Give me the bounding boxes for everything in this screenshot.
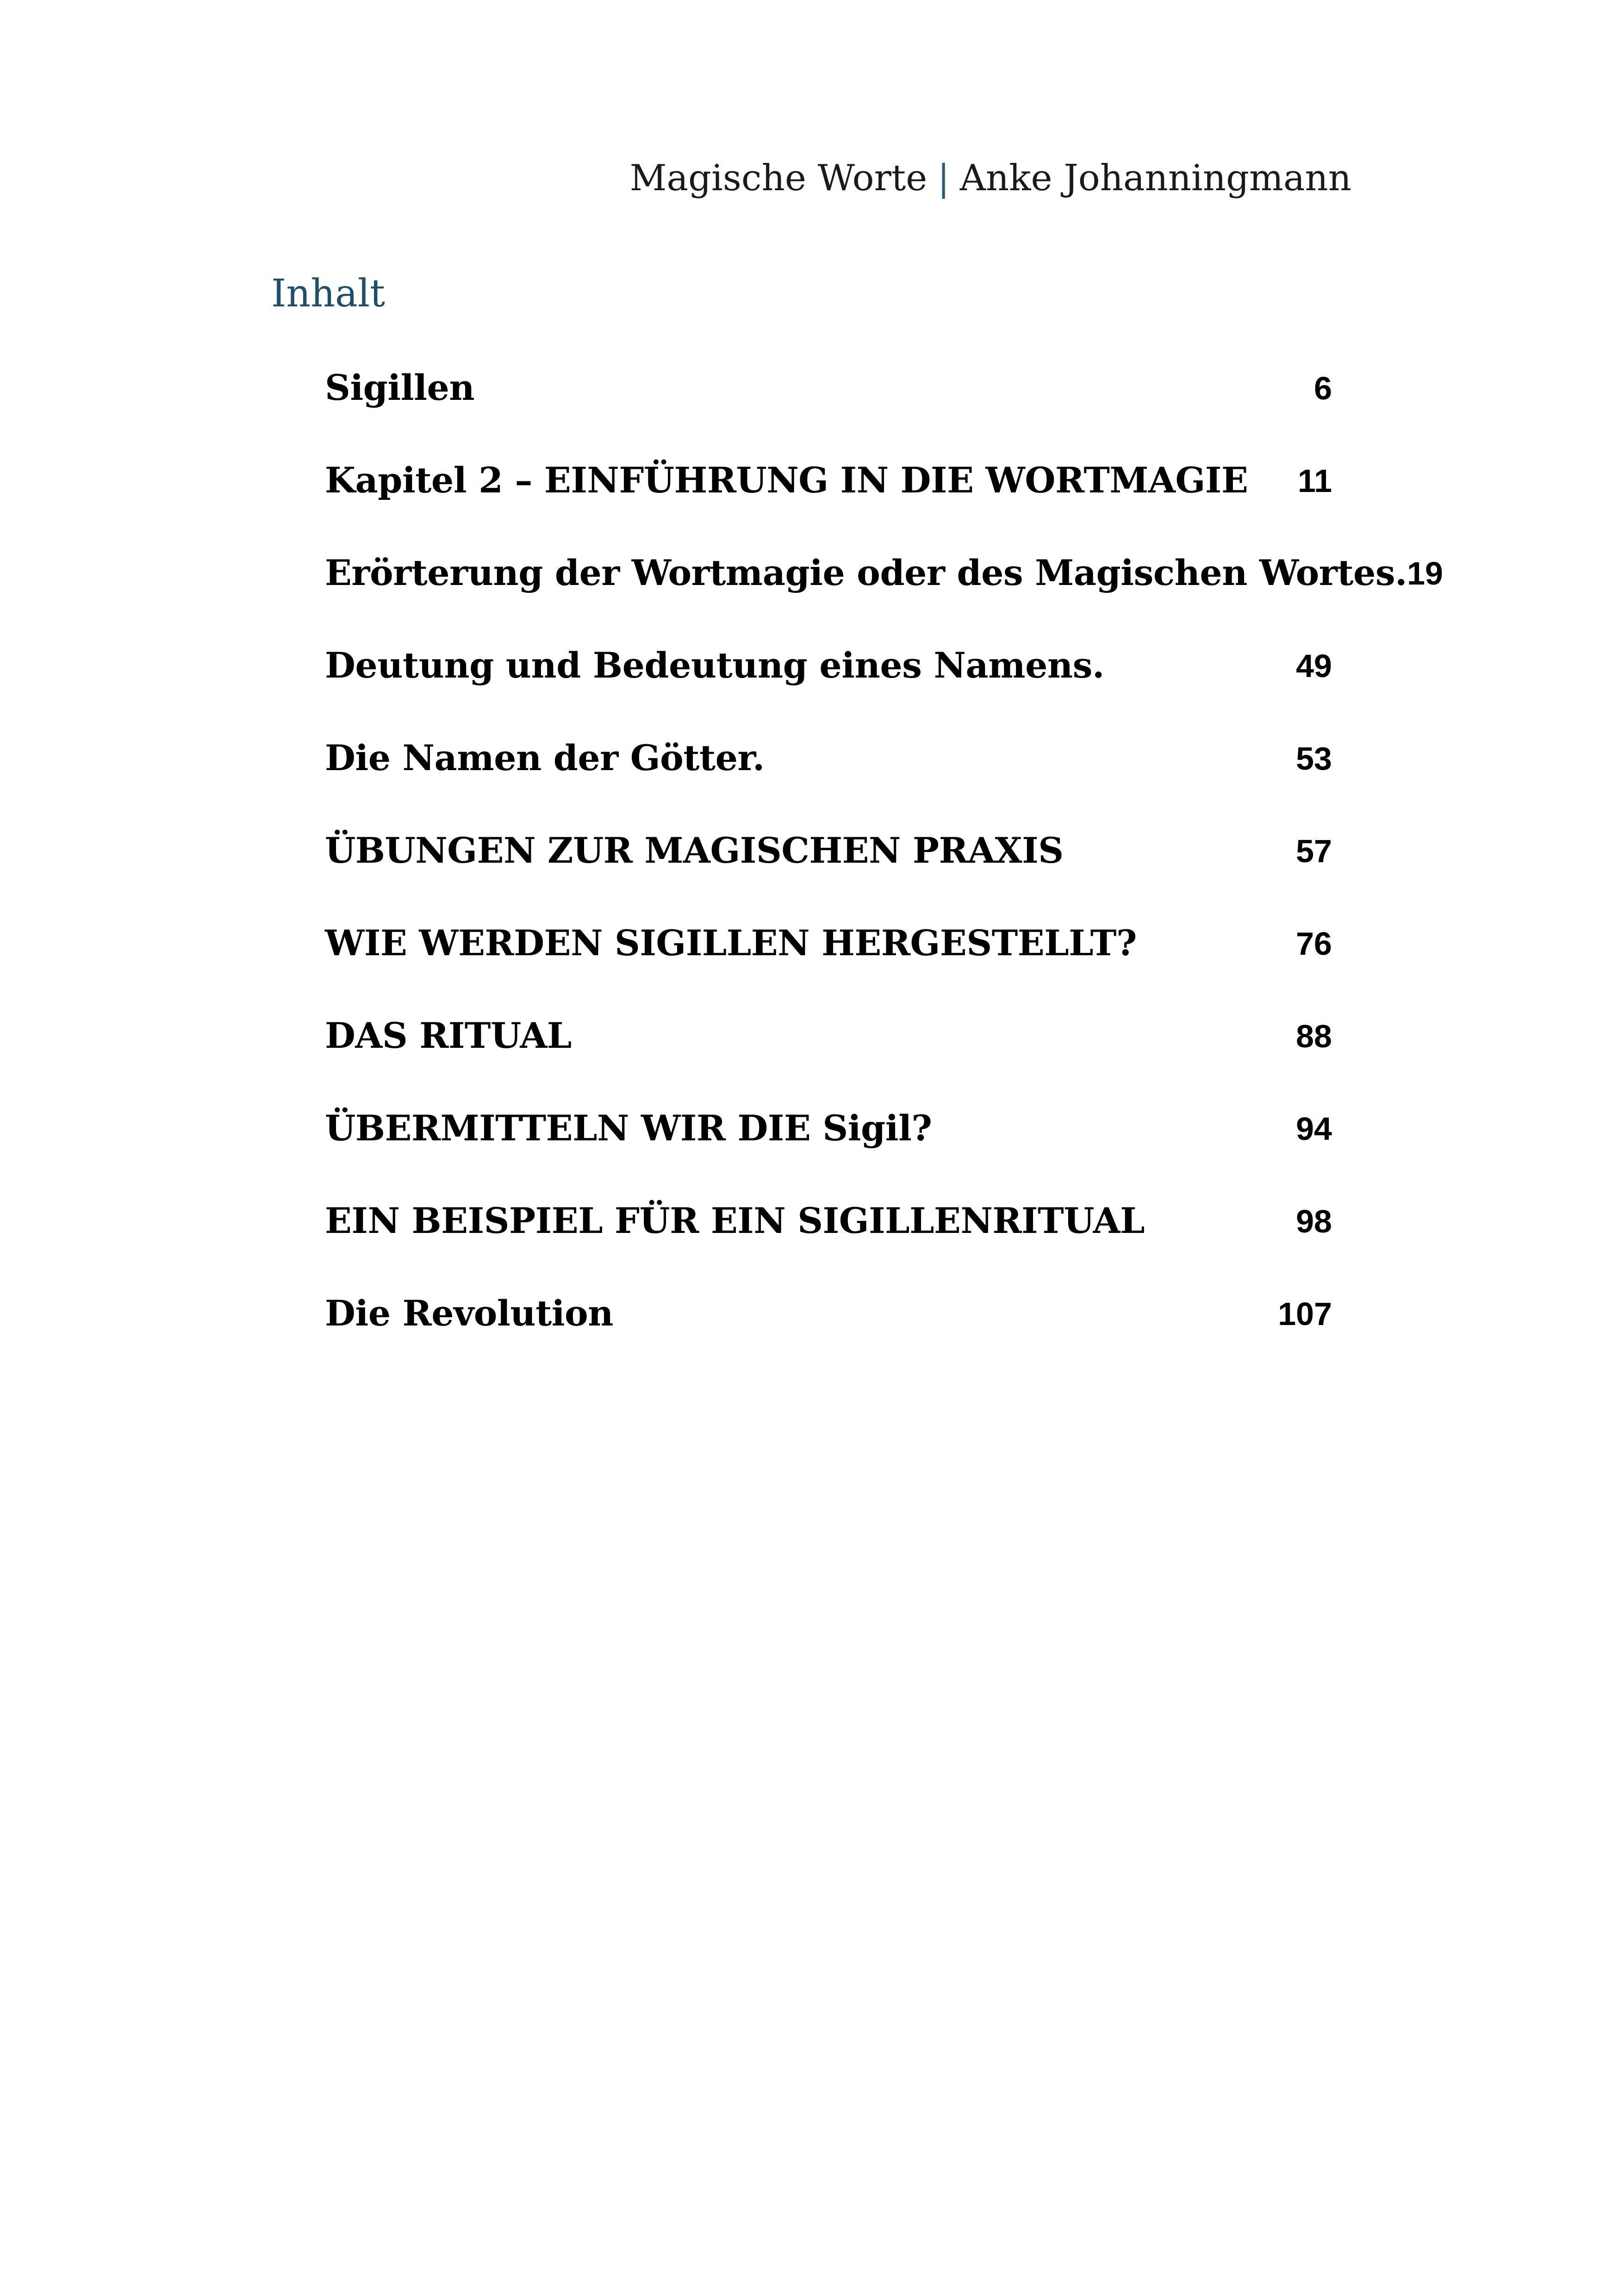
toc-entry-page-number: 6 xyxy=(1314,370,1332,406)
toc-entry-label: ÜBERMITTELN WIR DIE Sigil? xyxy=(325,1108,932,1149)
toc-entry-page-number: 11 xyxy=(1298,463,1332,499)
toc-entry-page-number: 19 xyxy=(1407,555,1443,591)
toc-entry-label: Deutung und Bedeutung eines Namens. xyxy=(325,645,1104,686)
header-author: Anke Johanningmann xyxy=(959,157,1351,199)
toc-entry-page-number: 88 xyxy=(1296,1018,1332,1054)
toc-entry-label: Die Revolution xyxy=(325,1293,614,1334)
toc-entry-page-number: 53 xyxy=(1296,740,1332,777)
toc-entry-label: DAS RITUAL xyxy=(325,1015,572,1056)
toc-entry-page-number: 107 xyxy=(1278,1296,1332,1332)
toc-entry-label: EIN BEISPIEL FÜR EIN SIGILLENRITUAL xyxy=(325,1200,1145,1241)
toc-entry[interactable] xyxy=(325,552,1443,648)
toc-entry[interactable] xyxy=(325,645,1332,740)
toc-entry[interactable] xyxy=(325,1015,1332,1111)
toc-entry-label: WIE WERDEN SIGILLEN HERGESTELLT? xyxy=(325,922,1137,964)
table-of-contents xyxy=(325,367,1443,1388)
toc-entry-page-number: 94 xyxy=(1296,1111,1332,1147)
toc-entry-label: ÜBUNGEN ZUR MAGISCHEN PRAXIS xyxy=(325,830,1064,871)
running-header xyxy=(629,157,1351,199)
toc-entry-label: Kapitel 2 – EINFÜHRUNG IN DIE WORTMAGIE xyxy=(325,460,1248,501)
toc-entry-page-number: 57 xyxy=(1296,833,1332,869)
toc-entry-page-number: 49 xyxy=(1296,648,1332,684)
toc-entry-page-number: 76 xyxy=(1296,926,1332,962)
header-book-title: Magische Worte xyxy=(629,157,927,199)
header-separator: | xyxy=(937,157,950,199)
toc-entry[interactable] xyxy=(325,460,1332,555)
toc-entry-page-number: 98 xyxy=(1296,1203,1332,1239)
toc-entry-label: Sigillen xyxy=(325,367,475,408)
toc-entry-label: Die Namen der Götter. xyxy=(325,737,765,778)
toc-entry[interactable] xyxy=(325,1293,1332,1388)
toc-entry[interactable] xyxy=(325,922,1332,1018)
toc-entry-label: Erörterung der Wortmagie oder des Magischen Wortes. xyxy=(325,552,1407,593)
toc-entry[interactable] xyxy=(325,367,1332,463)
toc-entry[interactable] xyxy=(325,1200,1332,1296)
toc-entry[interactable] xyxy=(325,737,1332,833)
toc-entry[interactable] xyxy=(325,830,1332,926)
toc-entry[interactable] xyxy=(325,1108,1332,1203)
toc-heading: Inhalt xyxy=(271,272,386,316)
